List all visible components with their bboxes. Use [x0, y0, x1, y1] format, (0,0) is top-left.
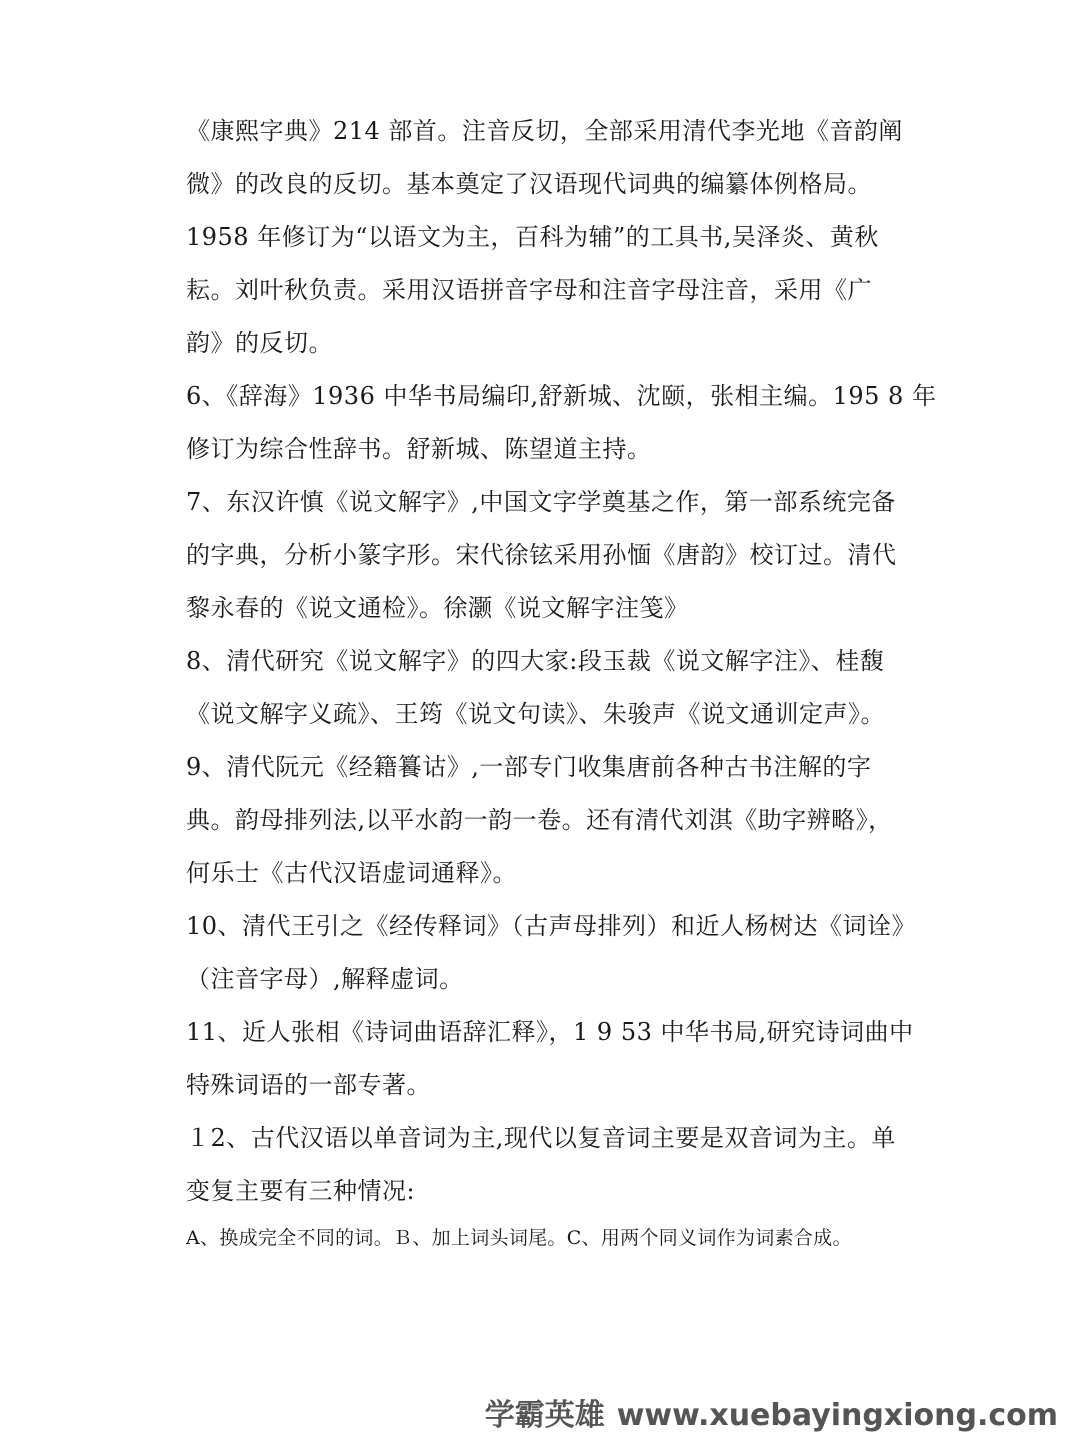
watermark [485, 1390, 1058, 1434]
text-line: A、换成完全不同的词。Ｂ、加上词头词尾。C、用两个同义词作为词素合成。 [186, 1227, 852, 1249]
text-line: 《康熙字典》214 部首。注音反切，全部采用清代李光地《音韵阐 [186, 117, 903, 145]
text-line: 韵》的反切。 [186, 329, 333, 357]
text-line: 典。韵母排列法,以平水韵一韵一卷。还有清代刘淇《助字辨略》， [186, 806, 893, 834]
watermark-brand: 学霸英雄 [484, 1398, 605, 1433]
text-line: 《说文解字义疏》、王筠《说文句读》、朱骏声《说文通训定声》。 [186, 700, 885, 728]
text-line: 9、清代阮元《经籍籑诂》,一部专门收集唐前各种古书注解的字 [186, 753, 872, 781]
text-line: 8、清代研究《说文解字》的四大家:段玉裁《说文解字注》、桂馥 [186, 647, 885, 675]
text-line: 微》的改良的反切。基本奠定了汉语现代词典的编纂体例格局。 [186, 170, 872, 198]
text-line: 耘。刘叶秋负责。采用汉语拼音字母和注音字母注音，采用《广 [186, 276, 872, 304]
text-line: 6、《辞海》1936 中华书局编印,舒新城、沈颐，张相主编。195 8 年 [186, 382, 937, 410]
text-line: 特殊词语的一部专著。 [186, 1071, 431, 1099]
text-line: １2、古代汉语以单音词为主,现代以复音词主要是双音词为主。单 [186, 1124, 896, 1152]
text-line: 11、近人张相《诗词曲语辞汇释》，1 9 53 中华书局,研究诗词曲中 [186, 1018, 914, 1046]
text-line: 的字典，分析小篆字形。宋代徐铉采用孙愐《唐韵》校订过。清代 [186, 541, 897, 569]
text-line: 变复主要有三种情况: [186, 1177, 416, 1205]
text-line: 何乐士《古代汉语虚词通释》。 [186, 859, 517, 887]
text-line: 1958 年修订为“以语文为主，百科为辅”的工具书,吴泽炎、黄秋 [186, 223, 879, 251]
text-line: 修订为综合性辞书。舒新城、陈望道主持。 [186, 435, 652, 463]
text-line: 黎永春的《说文通检》。徐灏《说文解字注笺》 [186, 594, 689, 622]
text-line: （注音字母）,解释虚词。 [186, 965, 464, 993]
text-line: 7、东汉许慎《说文解字》,中国文字学奠基之作，第一部系统完备 [186, 488, 896, 516]
text-line: 10、清代王引之《经传释词》（古声母排列）和近人杨树达《词诠》 [186, 912, 917, 940]
watermark-url: www.xuebayingxiong.com [616, 1398, 1058, 1433]
